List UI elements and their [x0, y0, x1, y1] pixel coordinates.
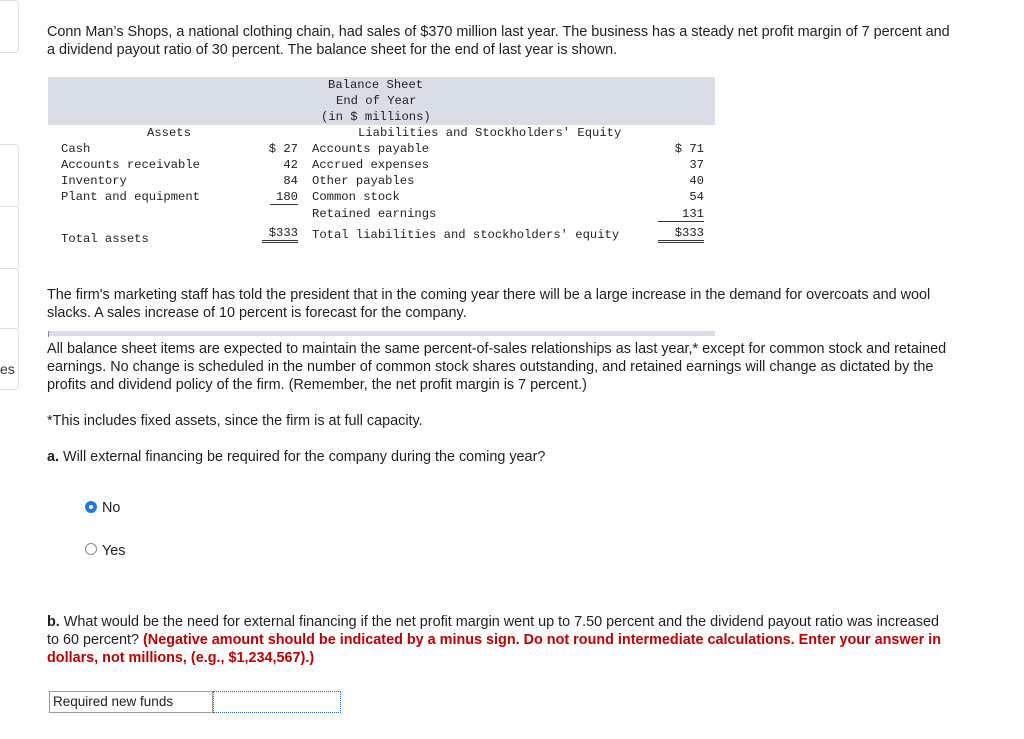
question-a	[47, 448, 952, 466]
liability-label: Common stock	[312, 190, 400, 204]
asset-value: 180	[270, 190, 298, 205]
liability-value: $ 71	[674, 142, 704, 156]
liability-label: Accounts payable	[312, 142, 430, 156]
liability-value: 37	[689, 158, 704, 172]
assets-header: Assets	[147, 126, 191, 140]
required-new-funds-input[interactable]	[213, 691, 341, 713]
asset-label: Inventory	[61, 174, 127, 188]
question-b-text: What would be the need for external financing if the net profit margin went up to 7.50 percent and the dividend payout ratio was increased to 60 percent?	[47, 614, 939, 648]
asset-label: Cash	[61, 142, 91, 156]
asset-value: 42	[283, 158, 298, 172]
radio-no-selected[interactable]	[85, 501, 97, 513]
asset-value: $ 27	[268, 142, 298, 156]
intro-paragraph: Conn Man’s Shops, a national clothing chain, had sales of $370 million last year. The business has a steady net profit margin of 7 percent and a dividend payout ratio of 30 percent. The balance sheet for the end of last year is shown.	[47, 24, 950, 58]
radio-yes[interactable]	[85, 543, 97, 555]
radio-yes-label[interactable]: Yes	[102, 543, 126, 559]
question-a-prefix: a.	[47, 449, 60, 465]
side-tab[interactable]	[0, 206, 19, 270]
total-assets-value: $333	[262, 226, 298, 243]
question-a-text: Will external financing be required for the company during the coming year?	[59, 449, 546, 465]
question-b	[47, 613, 952, 667]
footnote: *This includes fixed assets, since the firm is at full capacity.	[47, 413, 423, 429]
liabilities-header: Liabilities and Stockholders' Equity	[358, 126, 622, 140]
marketing-paragraph: The firm's marketing staff has told the president that in the coming year there will be a large increase in the demand for overcoats and wool slacks. A sales increase of 10 percent is forecast for the company.	[47, 287, 931, 321]
radio-no-label[interactable]: No	[102, 500, 121, 516]
question-b-prefix: b.	[47, 614, 60, 630]
side-tab[interactable]	[0, 328, 19, 390]
total-liabilities-value: $333	[658, 226, 704, 243]
side-tab[interactable]	[0, 0, 19, 53]
total-liabilities-label: Total liabilities and stockholders' equity	[312, 228, 620, 242]
liability-label: Retained earnings	[312, 207, 437, 221]
liability-value: 54	[689, 190, 704, 204]
total-assets-label: Total assets	[61, 232, 149, 246]
assumptions-paragraph: All balance sheet items are expected to maintain the same percent-of-sales relationships as last year,* except for common stock and retained earnings. No change is scheduled in the number of common stock shares outstanding, and retained earnings will change as dictated by the profits and dividend policy of the firm. (Remember, the net profit margin is 7 percent.)	[47, 341, 947, 393]
bs-title: Balance Sheet	[328, 78, 424, 92]
question-b-instruction: (Negative amount should be indicated by a minus sign. Do not round intermediate calculations. Enter your answer in dollars, not millions, (e.g., $1,234,567).)	[47, 632, 942, 666]
side-tab-label: es	[0, 361, 15, 377]
asset-value: 84	[283, 174, 298, 188]
required-new-funds-label: Required new funds	[49, 691, 213, 713]
asset-label: Plant and equipment	[61, 190, 200, 204]
side-tab[interactable]	[0, 268, 19, 330]
liability-label: Accrued expenses	[312, 158, 430, 172]
side-tab[interactable]	[0, 144, 19, 208]
bs-units: (in $ millions)	[321, 110, 431, 124]
liability-label: Other payables	[312, 174, 415, 188]
asset-label: Accounts receivable	[61, 158, 200, 172]
balance-sheet	[48, 77, 715, 261]
bs-subtitle: End of Year	[336, 94, 417, 108]
liability-value: 131	[658, 207, 704, 222]
liability-value: 40	[689, 174, 704, 188]
balance-sheet-footer-bar	[48, 331, 715, 336]
